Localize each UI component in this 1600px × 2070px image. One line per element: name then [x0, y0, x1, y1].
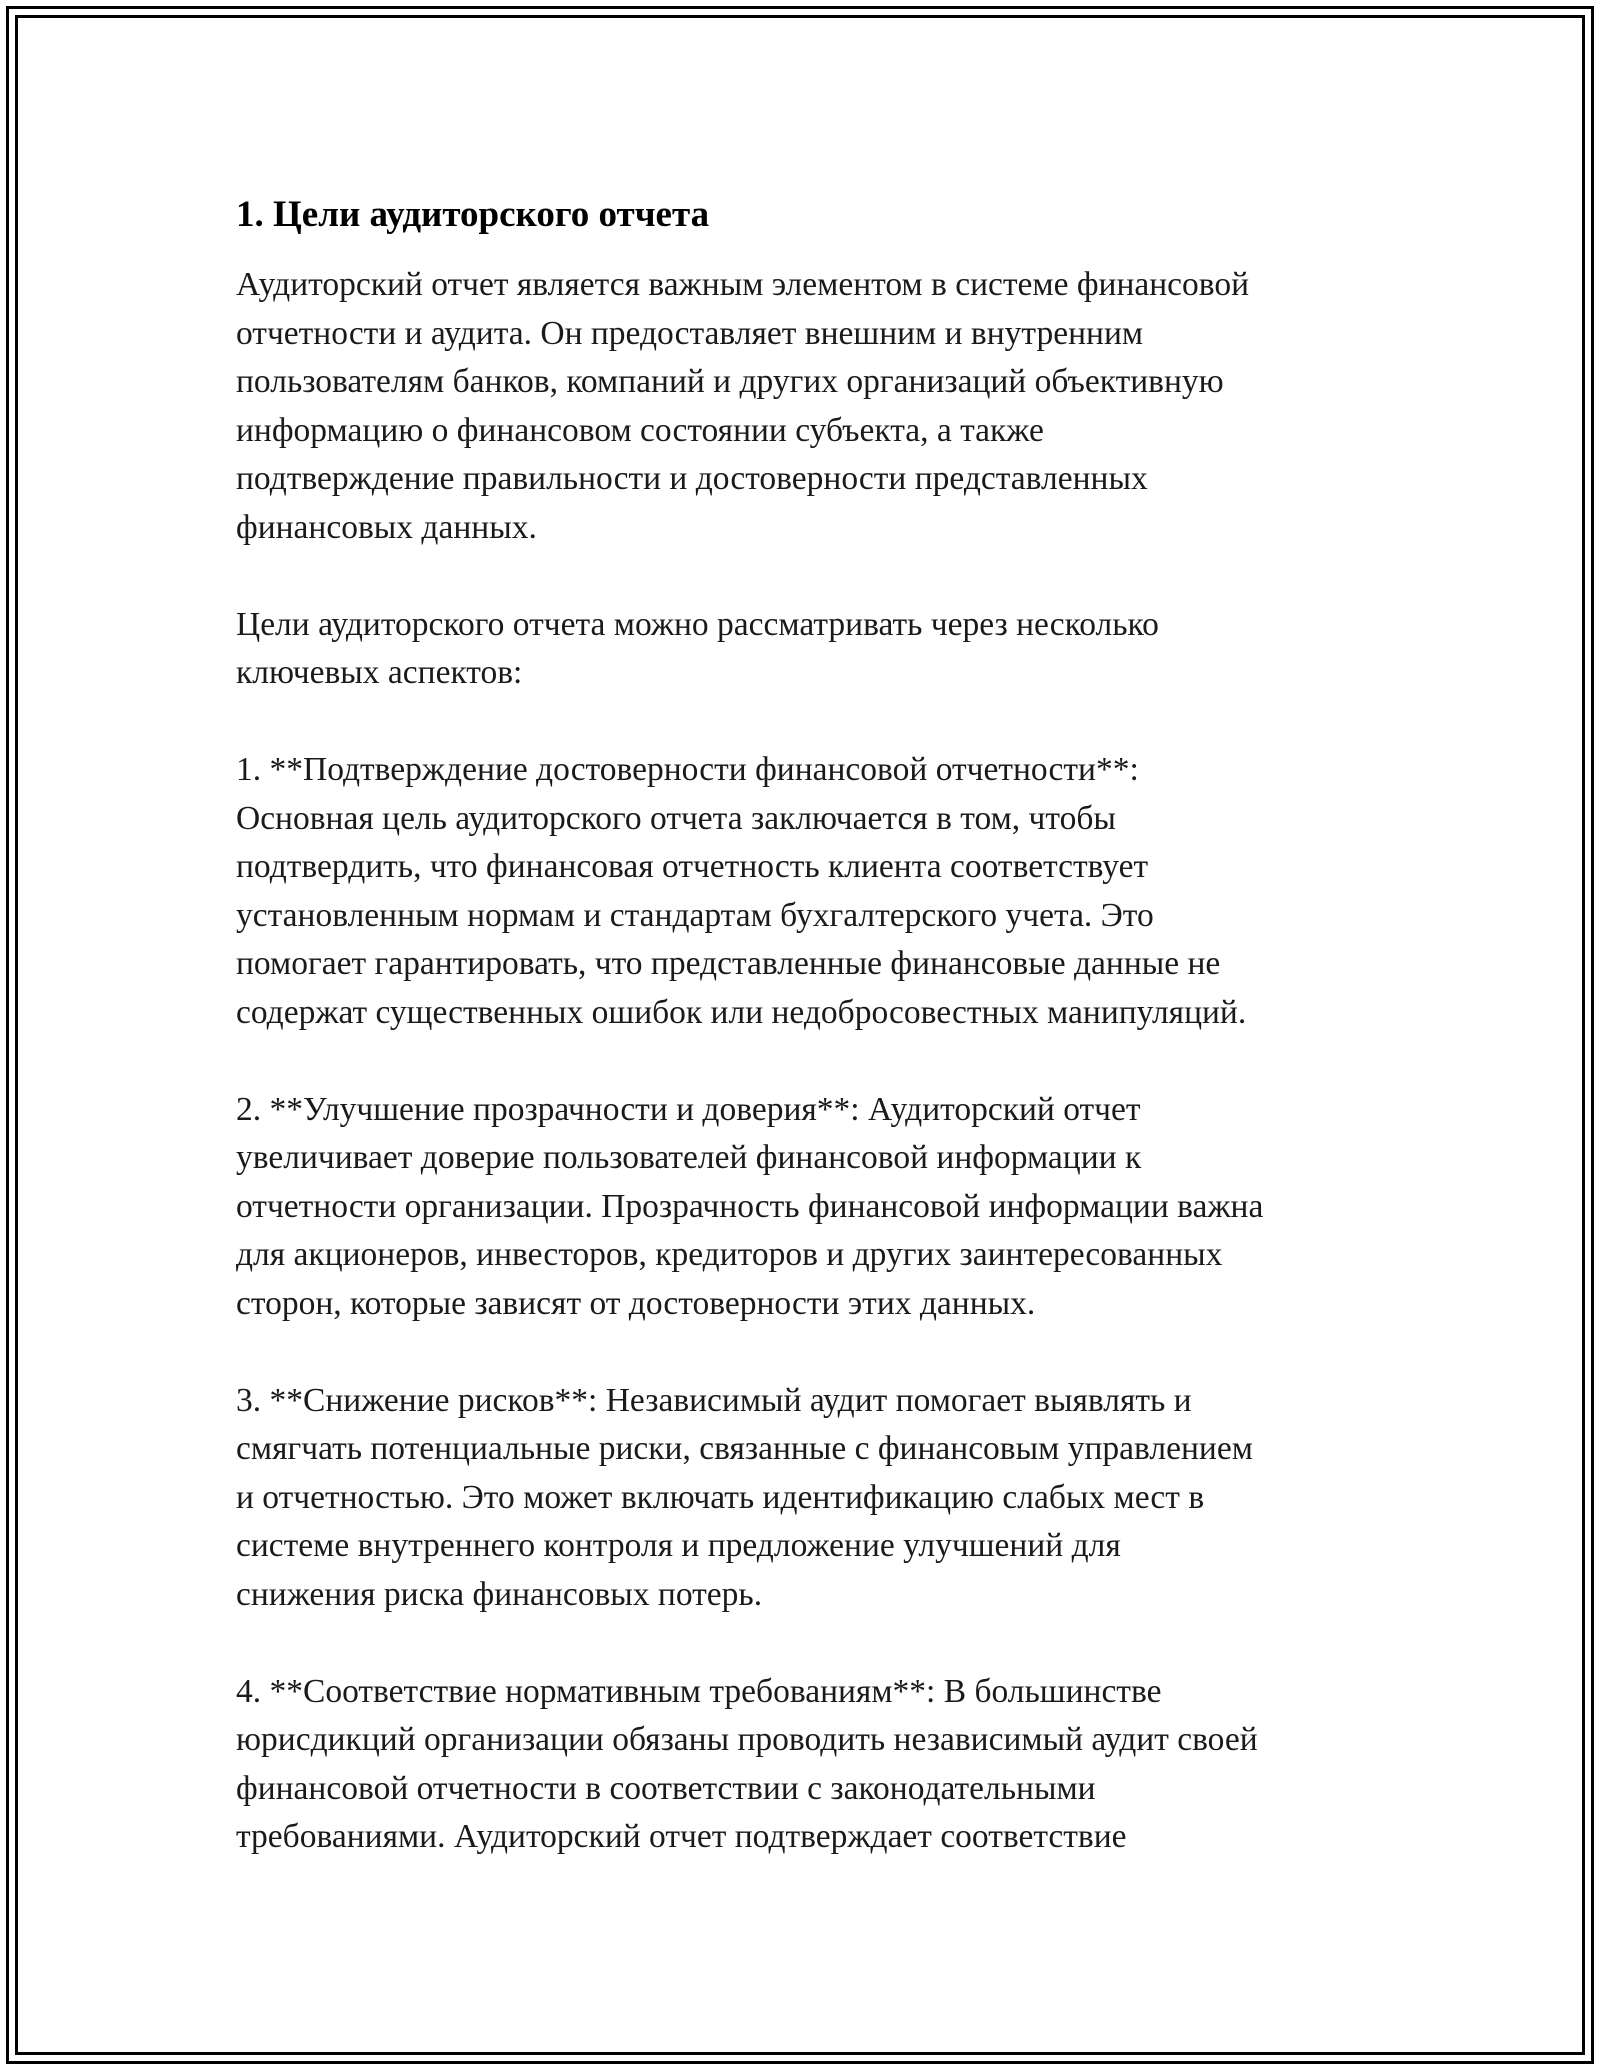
text-line: подтвердить, что финансовая отчетность клиента соответствует — [236, 848, 1149, 885]
text-line: подтверждение правильности и достоверности представленных — [236, 460, 1148, 497]
text-line: отчетности организации. Прозрачность финансовой информации важна — [236, 1187, 1264, 1225]
text-line: ключевых аспектов: — [236, 654, 523, 691]
text-line: установленным нормам и стандартам бухгалтерского учета. Это — [236, 896, 1154, 934]
text-line: смягчать потенциальные риски, связанные с финансовым управлением — [236, 1430, 1253, 1467]
paragraph-aspects-intro — [236, 601, 1376, 698]
text-line: увеличивает доверие пользователей финансовой информации к — [236, 1139, 1142, 1176]
text-line: 4. **Соответствие нормативным требованиям**: В большинстве — [236, 1672, 1162, 1710]
paragraph-item-4 — [236, 1668, 1376, 1862]
text-line: требованиями. Аудиторский отчет подтверждает соответствие — [236, 1818, 1127, 1855]
text-line: помогает гарантировать, что представленные финансовые данные не — [236, 945, 1221, 982]
text-line: финансовой отчетности в соответствии с законодательными — [236, 1769, 1096, 1807]
document-body — [236, 188, 1376, 1910]
text-line: отчетности и аудита. Он предоставляет внешним и внутренним — [236, 314, 1144, 352]
text-line: Аудиторский отчет является важным элементом в системе финансовой — [236, 266, 1250, 303]
text-line: 2. **Улучшение прозрачности и доверия**: Аудиторский отчет — [236, 1090, 1141, 1128]
text-line: информацию о финансовом состоянии субъекта, а также — [236, 411, 1044, 449]
text-line: 3. **Снижение рисков**: Независимый аудит помогает выявлять и — [236, 1381, 1192, 1419]
text-line: 1. **Подтверждение достоверности финансовой отчетности**: — [236, 751, 1139, 788]
text-line: пользователям банков, компаний и других организаций объективную — [236, 363, 1224, 400]
text-line: сторон, которые зависят от достоверности этих данных. — [236, 1284, 1036, 1322]
paragraph-item-3 — [236, 1377, 1376, 1620]
section-heading: 1. Цели аудиторского отчета — [236, 194, 710, 235]
paragraph-item-1 — [236, 746, 1376, 1037]
text-line: содержат существенных ошибок или недобросовестных манипуляций. — [236, 993, 1247, 1031]
text-line: юрисдикций организации обязаны проводить независимый аудит своей — [236, 1721, 1258, 1758]
text-line: для акционеров, инвесторов, кредиторов и других заинтересованных — [236, 1236, 1223, 1273]
paragraph-intro — [236, 261, 1376, 552]
text-line: и отчетностью. Это может включать идентификацию слабых мест в — [236, 1478, 1205, 1516]
text-line: Цели аудиторского отчета можно рассматривать через несколько — [236, 605, 1159, 643]
text-line: финансовых данных. — [236, 508, 537, 546]
paragraph-item-2 — [236, 1086, 1376, 1329]
text-line: системе внутреннего контроля и предложение улучшений для — [236, 1527, 1121, 1564]
text-line: Основная цель аудиторского отчета заключается в том, чтобы — [236, 799, 1116, 837]
text-line: снижения риска финансовых потерь. — [236, 1575, 763, 1613]
